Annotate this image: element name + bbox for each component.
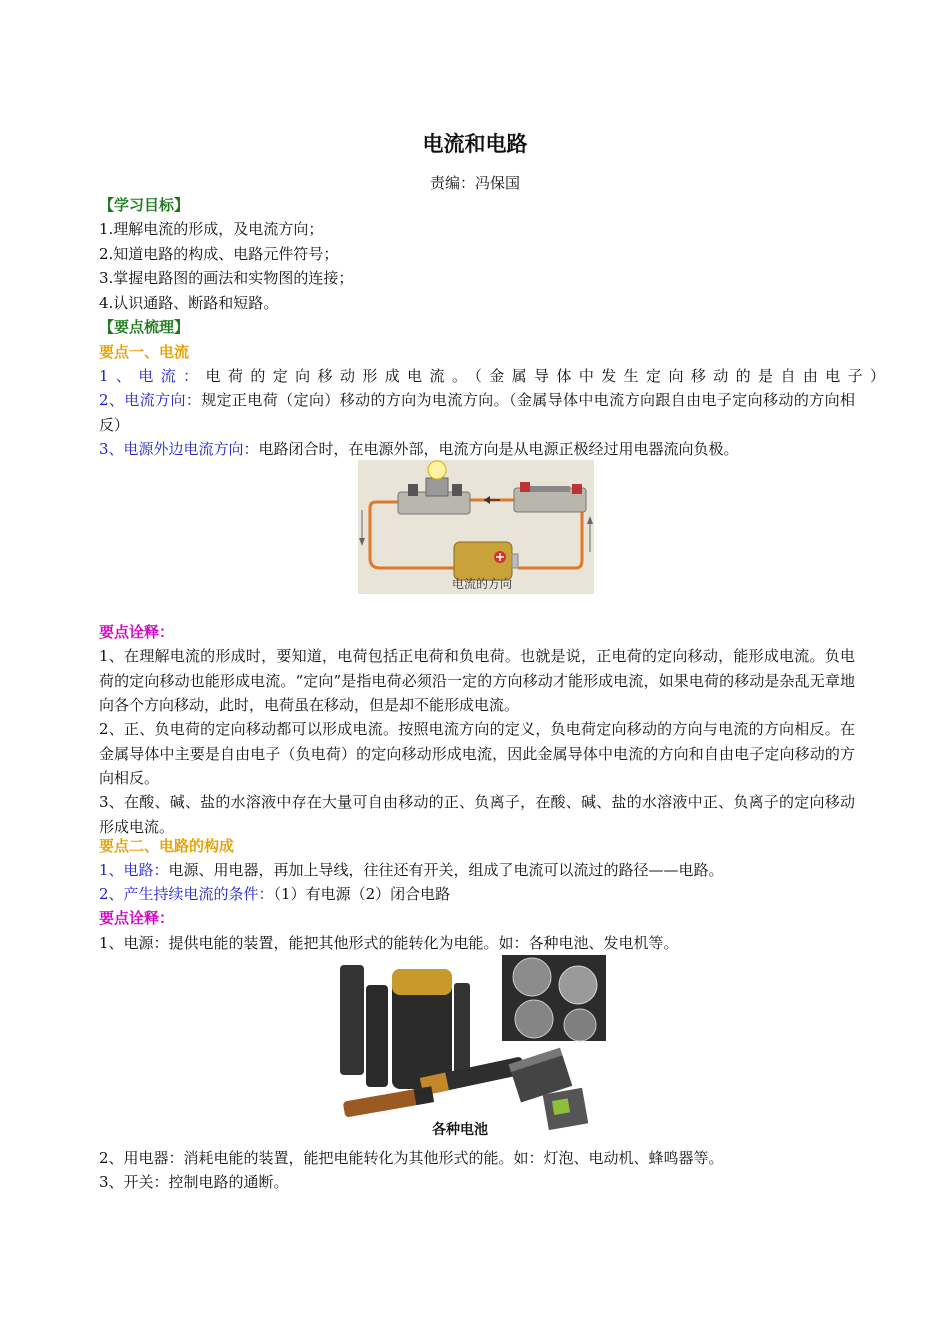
point1-item2 xyxy=(99,388,855,437)
editor-credit: 责编：冯保国 xyxy=(429,174,520,192)
terminal-icon xyxy=(408,484,418,496)
battery-icon xyxy=(366,985,388,1087)
terminal-icon xyxy=(452,484,462,496)
point1-item1-label: 1、电流： xyxy=(99,367,206,385)
coin-cell-icon xyxy=(559,966,597,1004)
terminal-icon xyxy=(520,482,530,492)
point1-notes-heading: 要点诠释： xyxy=(99,623,175,641)
battery-terminal xyxy=(512,554,518,568)
lamp-holder xyxy=(426,478,448,496)
document-title: 电流和电路 xyxy=(422,132,528,156)
point1-note: 2、正、负电荷的定向移动都可以形成电流。按照电流方向的定义，负电荷定向移动的方向与电流的方向相反。在金属导体中主要是自由电子（负电荷）的定向移动形成电流，因此金属导体中电流的方向和自由电子定向移动的方向相反。 xyxy=(99,720,855,787)
battery-band xyxy=(414,1086,435,1105)
figure-caption: 各种电池 xyxy=(432,1122,488,1138)
point1-item1-text: 电荷的定向移动形成电流。（金属导体中发生定向移动的是自由电子） xyxy=(205,367,893,385)
battery-cap xyxy=(392,969,452,995)
objective-item: 3.掌握电路图的画法和实物图的连接； xyxy=(99,269,354,287)
coin-cell-icon xyxy=(513,958,551,996)
point2-item2-label: 2、产生持续电流的条件： xyxy=(99,885,274,903)
point1-item3-label: 3、电源外边电流方向： xyxy=(99,440,259,458)
switch-lever-icon xyxy=(530,486,570,492)
objectives-heading: 【学习目标】 xyxy=(99,196,190,214)
bulb-icon xyxy=(428,461,446,479)
phone-battery-label xyxy=(552,1098,570,1115)
point2-item1 xyxy=(99,858,855,883)
battery-icon xyxy=(340,965,364,1075)
objective-item: 1.理解电流的形成，及电流方向； xyxy=(99,220,324,238)
point1-note: 3、在酸、碱、盐的水溶液中存在大量可自由移动的正、负离子，在酸、碱、盐的水溶液中正、负离子的定向移动形成电流。 xyxy=(99,793,855,836)
coin-cell-icon xyxy=(564,1009,596,1041)
point1-item2-label: 2、电流方向： xyxy=(99,391,202,409)
current-direction-figure xyxy=(358,460,594,594)
point2-item1-text: 电源、用电器，再加上导线，往往还有开关，组成了电流可以流过的路径——电路。 xyxy=(168,861,724,879)
terminal-icon xyxy=(572,484,582,494)
point2-note1: 1、电源：提供电能的装置，能把其他形式的能转化为电能。如：各种电池、发电机等。 xyxy=(99,934,679,952)
figure-caption: 电流的方向 xyxy=(451,577,513,591)
point2-item1-label: 1、电路： xyxy=(99,861,169,879)
point2-item2 xyxy=(99,882,855,907)
point1-note: 1、在理解电流的形成时，要知道，电荷包括正电荷和负电荷。也就是说，正电荷的定向移动，能形成电流。负电荷的定向移动也能形成电流。“定向”是指电荷必须沿一定的方向移动才能形成电流，如果电荷的移动是杂乱无章地向各个方向移动，此时，电荷虽在移动，但是却不能形成电流。 xyxy=(99,647,855,714)
point2-note3: 3、开关：控制电路的通断。 xyxy=(99,1173,289,1191)
batteries-figure xyxy=(334,955,610,1141)
objective-item: 4.认识通路、断路和短路。 xyxy=(99,294,279,312)
point2-item2-text: （1）有电源（2）闭合电路 xyxy=(273,885,451,903)
point1-heading: 要点一、电流 xyxy=(99,343,190,361)
point1-item1 xyxy=(99,364,893,389)
objective-item: 2.知道电路的构成、电路元件符号； xyxy=(99,245,339,263)
point2-note2: 2、用电器：消耗电能的装置，能把电能转化为其他形式的能。如：灯泡、电动机、蜂鸣器等。 xyxy=(99,1149,724,1167)
point1-item3 xyxy=(99,437,855,462)
point2-notes-heading: 要点诠释： xyxy=(99,909,175,927)
summary-heading: 【要点梳理】 xyxy=(99,318,190,336)
point1-item2-text: 规定正电荷（定向）移动的方向为电流方向。（金属导体中电流方向跟自由电子定向移动的方向相反） xyxy=(99,391,855,434)
point1-item3-text: 电路闭合时，在电源外部，电流方向是从电源正极经过用电器流向负极。 xyxy=(258,440,739,458)
coin-cell-icon xyxy=(515,1000,553,1038)
point2-heading: 要点二、电路的构成 xyxy=(99,837,235,855)
